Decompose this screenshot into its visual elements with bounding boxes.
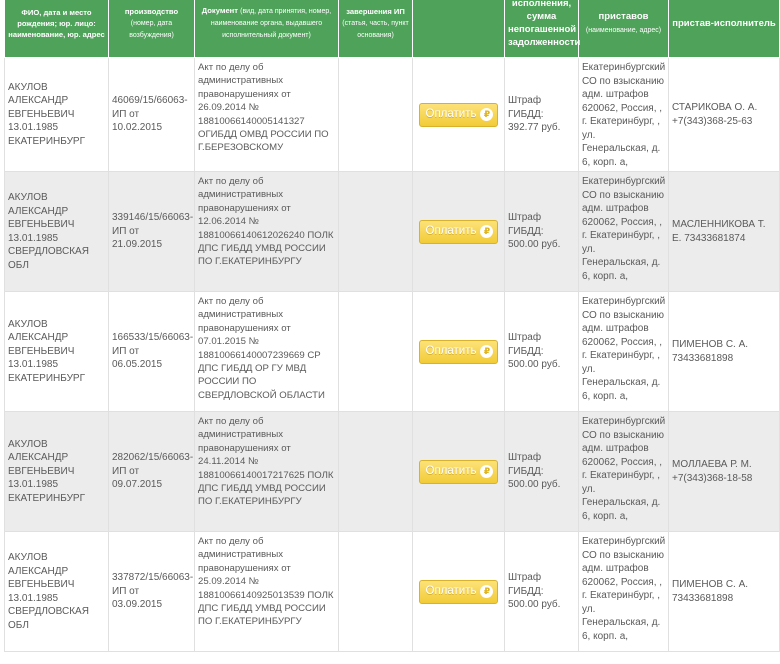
bailiff-cell: ПИМЕНОВ С. А. 73433681898 xyxy=(669,292,780,412)
pay-button[interactable] xyxy=(419,460,499,484)
proceeding-cell: 46069/15/66063-ИП от 10.02.2015 xyxy=(109,58,195,172)
header-payment xyxy=(413,0,505,58)
department-cell: Екатеринбургский СО по взысканию адм. штрафов 620062, Россия, , г. Екатеринбург, , ул. Генеральская, д. 6, корп. а, xyxy=(579,532,669,652)
end-reason-cell xyxy=(339,172,413,292)
header-bailiff: пристав-исполнитель xyxy=(669,0,780,58)
payment-cell xyxy=(413,532,505,652)
header-amount: исполнения, сумма непогашенной задолженности xyxy=(505,0,579,58)
document-cell: Акт по делу об административных правонарушениях от 24.11.2014 № 18810066140017217625 ПОЛК ДПС ГИБДД УМВД РОССИИ ПО Г.ЕКАТЕРИНБУРГУ xyxy=(195,412,339,532)
pay-button-label: Оплатить xyxy=(425,344,477,357)
ruble-icon: ₽ xyxy=(480,465,493,478)
header-proceeding: производство (номер, дата возбуждения) xyxy=(109,0,195,58)
bailiff-cell: ПИМЕНОВ С. А. 73433681898 xyxy=(669,532,780,652)
table-row xyxy=(5,532,780,652)
proceeding-cell: 339146/15/66063-ИП от 21.09.2015 xyxy=(109,172,195,292)
pay-button[interactable] xyxy=(419,580,499,604)
pay-button-label: Оплатить xyxy=(425,224,477,237)
amount-cell: Штраф ГИБДД: 392.77 руб. xyxy=(505,58,579,172)
debts-table xyxy=(4,0,780,652)
document-cell: Акт по делу об административных правонарушениях от 07.01.2015 № 18810066140007239669 СР ДПС ГИБДД ОР ГУ МВД РОССИИ ПО СВЕРДЛОВСКОЙ ОБЛАСТИ xyxy=(195,292,339,412)
proceeding-cell: 337872/15/66063-ИП от 03.09.2015 xyxy=(109,532,195,652)
table-row xyxy=(5,172,780,292)
header-debtor: ФИО, дата и место рождения; юр. лицо: наименование, юр. адрес xyxy=(5,0,109,58)
pay-button-label: Оплатить xyxy=(425,584,477,597)
ruble-icon: ₽ xyxy=(480,225,493,238)
amount-cell: Штраф ГИБДД: 500.00 руб. xyxy=(505,292,579,412)
debtor-cell: АКУЛОВ АЛЕКСАНДР ЕВГЕНЬЕВИЧ 13.01.1985 СВЕРДЛОВСКАЯ ОБЛ xyxy=(5,172,109,292)
end-reason-cell xyxy=(339,532,413,652)
ruble-icon: ₽ xyxy=(480,585,493,598)
amount-cell: Штраф ГИБДД: 500.00 руб. xyxy=(505,532,579,652)
amount-cell: Штраф ГИБДД: 500.00 руб. xyxy=(505,412,579,532)
table-row xyxy=(5,412,780,532)
end-reason-cell xyxy=(339,292,413,412)
payment-cell xyxy=(413,58,505,172)
payment-cell xyxy=(413,292,505,412)
ruble-icon: ₽ xyxy=(480,345,493,358)
payment-cell xyxy=(413,412,505,532)
department-cell: Екатеринбургский СО по взысканию адм. штрафов 620062, Россия, , г. Екатеринбург, , ул. Генеральская, д. 6, корп. а, xyxy=(579,292,669,412)
department-cell: Екатеринбургский СО по взысканию адм. штрафов 620062, Россия, , г. Екатеринбург, , ул. Генеральская, д. 6, корп. а, xyxy=(579,172,669,292)
proceeding-cell: 166533/15/66063-ИП от 06.05.2015 xyxy=(109,292,195,412)
pay-button-label: Оплатить xyxy=(425,464,477,477)
debtor-cell: АКУЛОВ АЛЕКСАНДР ЕВГЕНЬЕВИЧ 13.01.1985 ЕКАТЕРИНБУРГ xyxy=(5,412,109,532)
table-row xyxy=(5,58,780,172)
document-cell: Акт по делу об административных правонарушениях от 12.06.2014 № 18810066140612026240 ПОЛК ДПС ГИБДД УМВД РОССИИ ПО Г.ЕКАТЕРИНБУРГУ xyxy=(195,172,339,292)
pay-button[interactable] xyxy=(419,103,499,127)
end-reason-cell xyxy=(339,58,413,172)
table-header-row xyxy=(5,0,780,58)
department-cell: Екатеринбургский СО по взысканию адм. штрафов 620062, Россия, , г. Екатеринбург, , ул. Генеральская, д. 6, корп. а, xyxy=(579,58,669,172)
department-cell: Екатеринбургский СО по взысканию адм. штрафов 620062, Россия, , г. Екатеринбург, , ул. Генеральская, д. 6, корп. а, xyxy=(579,412,669,532)
proceeding-cell: 282062/15/66063-ИП от 09.07.2015 xyxy=(109,412,195,532)
payment-cell xyxy=(413,172,505,292)
pay-button-label: Оплатить xyxy=(425,107,477,120)
amount-cell: Штраф ГИБДД: 500.00 руб. xyxy=(505,172,579,292)
table-row xyxy=(5,292,780,412)
debtor-cell: АКУЛОВ АЛЕКСАНДР ЕВГЕНЬЕВИЧ 13.01.1985 ЕКАТЕРИНБУРГ xyxy=(5,292,109,412)
bailiff-cell: МОЛЛАЕВА Р. М. +7(343)368-18-58 xyxy=(669,412,780,532)
pay-button[interactable] xyxy=(419,340,499,364)
bailiff-cell: МАСЛЕННИКОВА Т. Е. 73433681874 xyxy=(669,172,780,292)
header-end-reason: завершения ИП (статья, часть, пункт основания) xyxy=(339,0,413,58)
header-department: приставов (наименование, адрес) xyxy=(579,0,669,58)
ruble-icon: ₽ xyxy=(480,108,493,121)
end-reason-cell xyxy=(339,412,413,532)
debtor-cell: АКУЛОВ АЛЕКСАНДР ЕВГЕНЬЕВИЧ 13.01.1985 ЕКАТЕРИНБУРГ xyxy=(5,58,109,172)
bailiff-cell: СТАРИКОВА О. А. +7(343)368-25-63 xyxy=(669,58,780,172)
header-document: Документ (вид, дата принятия, номер, наименование органа, выдавшего исполнительный документ) xyxy=(195,0,339,58)
document-cell: Акт по делу об административных правонарушениях от 26.09.2014 № 18810066140005141327 ОГИБДД ОМВД РОССИИ ПО Г.БЕРЕЗОВСКОМУ xyxy=(195,58,339,172)
document-cell: Акт по делу об административных правонарушениях от 25.09.2014 № 18810066140925013539 ПОЛК ДПС ГИБДД УМВД РОССИИ ПО Г.ЕКАТЕРИНБУРГУ xyxy=(195,532,339,652)
pay-button[interactable] xyxy=(419,220,499,244)
debtor-cell: АКУЛОВ АЛЕКСАНДР ЕВГЕНЬЕВИЧ 13.01.1985 СВЕРДЛОВСКАЯ ОБЛ xyxy=(5,532,109,652)
